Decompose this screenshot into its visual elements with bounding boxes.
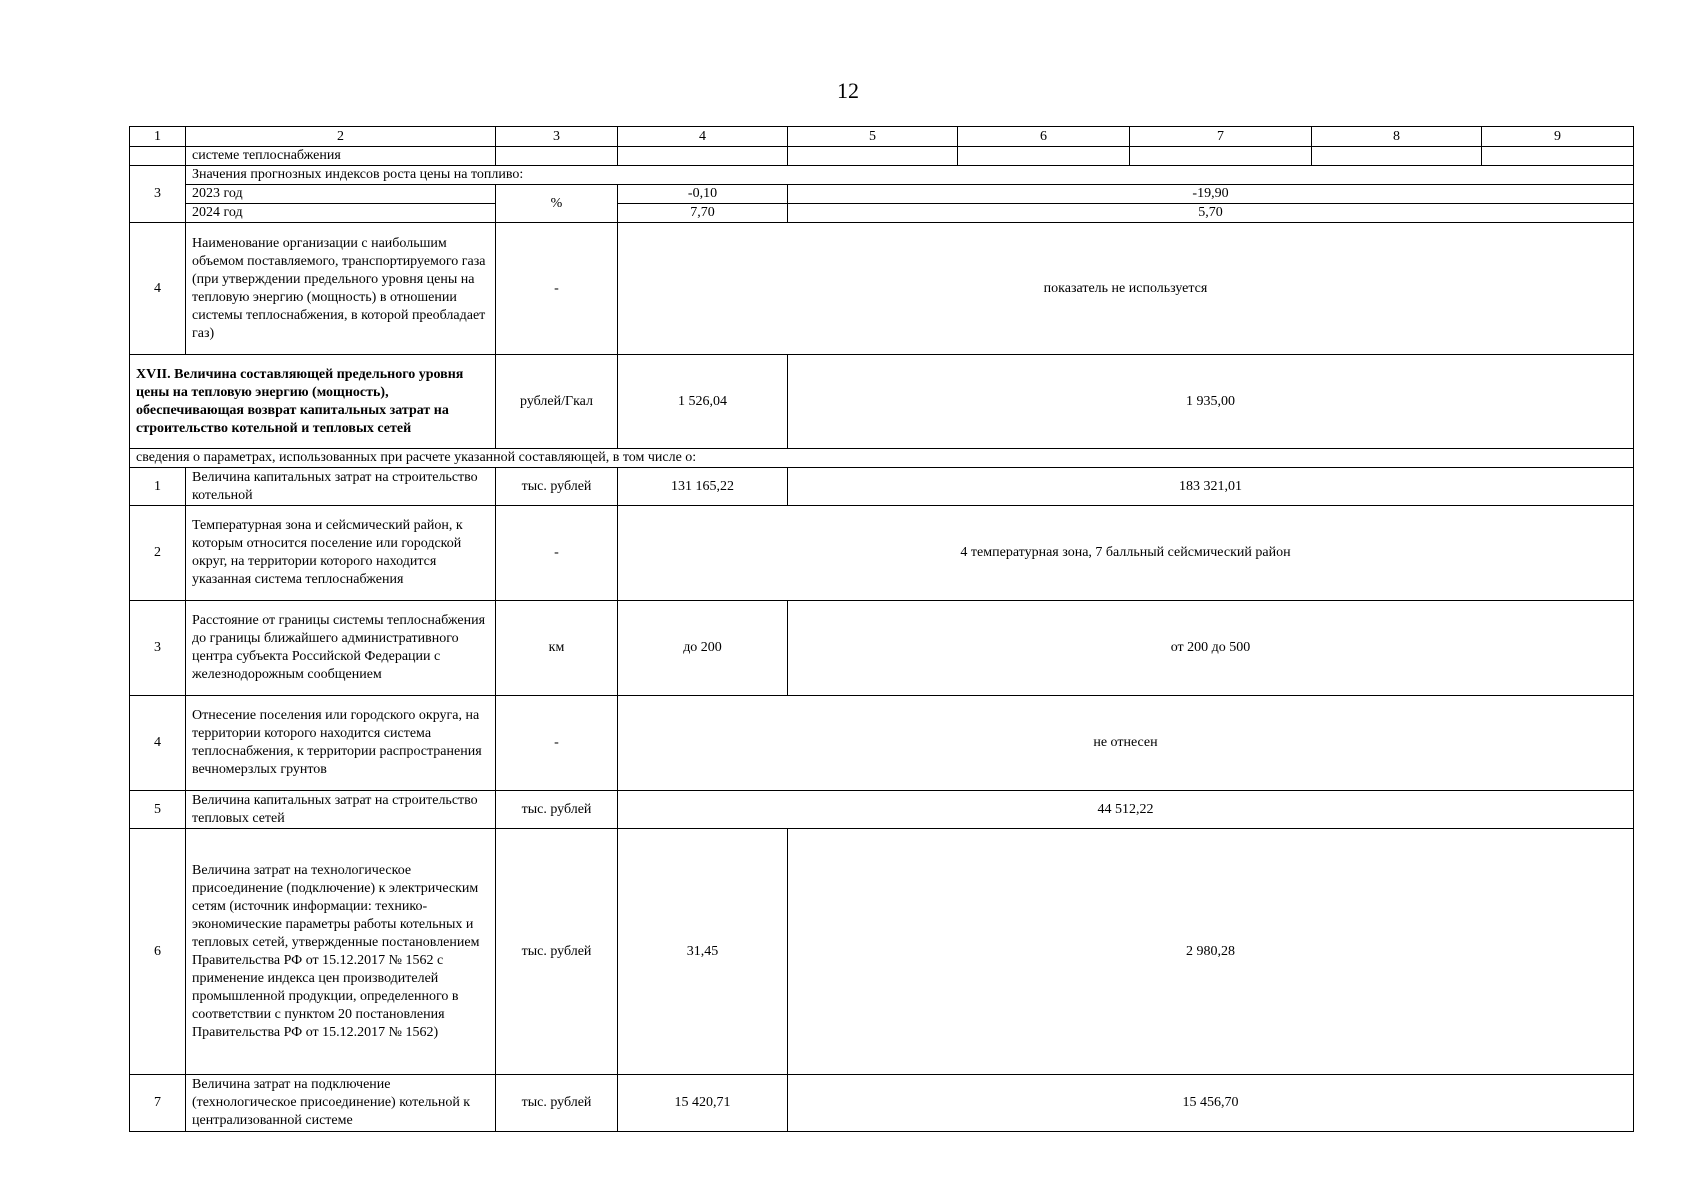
table-row xyxy=(130,601,1634,696)
label-cell: Величина капитальных затрат на строительство тепловых сетей xyxy=(186,791,496,829)
table-row xyxy=(130,185,1634,204)
value-cell: 5,70 xyxy=(788,204,1634,223)
value-cell: 4 температурная зона, 7 балльный сейсмический район xyxy=(618,506,1634,601)
table-row xyxy=(130,829,1634,1075)
value-cell: 44 512,22 xyxy=(618,791,1634,829)
num-cell: 7 xyxy=(130,1075,186,1132)
table-row xyxy=(130,449,1634,468)
value-cell: 31,45 xyxy=(618,829,788,1075)
value-cell: 1 526,04 xyxy=(618,355,788,449)
header-cell: 7 xyxy=(1130,127,1312,147)
label-cell: Величина затрат на подключение (технологическое присоединение) котельной к централизованной системе xyxy=(186,1075,496,1132)
label-cell: Величина затрат на технологическое присоединение (подключение) к электрическим сетям (источник информации: технико-экономические параметры работы котельных и тепловых сетей, утвержденные постановлением Правительства РФ от 15.12.2017 № 1562 с применение индекса цен производителей промышленной продукции, определенного в соответствии с пунктом 20 постановления Правительства РФ от 15.12.2017 № 1562) xyxy=(186,829,496,1075)
label-cell: Величина капитальных затрат на строительство котельной xyxy=(186,468,496,506)
header-cell: 4 xyxy=(618,127,788,147)
label-cell: системе теплоснабжения xyxy=(186,147,496,166)
tariff-table xyxy=(129,126,1634,1132)
label-cell: Температурная зона и сейсмический район, к которым относится поселение или городской округ, на территории которого находится указанная система теплоснабжения xyxy=(186,506,496,601)
header-cell: 3 xyxy=(496,127,618,147)
num-cell: 1 xyxy=(130,468,186,506)
section-title: XVII. Величина составляющей предельного уровня цены на тепловую энергию (мощность), обеспечивающая возврат капитальных затрат на строительство котельной и тепловых сетей xyxy=(130,355,496,449)
value-cell: 15 420,71 xyxy=(618,1075,788,1132)
table-row xyxy=(130,468,1634,506)
value-cell: 1 935,00 xyxy=(788,355,1634,449)
header-cell: 9 xyxy=(1482,127,1634,147)
label-cell: Значения прогнозных индексов роста цены на топливо: xyxy=(186,166,1634,185)
num-cell: 6 xyxy=(130,829,186,1075)
empty-cell xyxy=(1130,147,1312,166)
table-row xyxy=(130,223,1634,355)
header-cell: 5 xyxy=(788,127,958,147)
value-cell: -0,10 xyxy=(618,185,788,204)
table-row xyxy=(130,791,1634,829)
label-cell: Наименование организации с наибольшим объемом поставляемого, транспортируемого газа (при утверждении предельного уровня цены на тепловую энергию (мощность) в отношении системы теплоснабжения, в которой преобладает газ) xyxy=(186,223,496,355)
label-cell: 2024 год xyxy=(186,204,496,223)
table-row xyxy=(130,147,1634,166)
value-cell: 7,70 xyxy=(618,204,788,223)
unit-cell: тыс. рублей xyxy=(496,1075,618,1132)
header-cell: 1 xyxy=(130,127,186,147)
empty-cell xyxy=(788,147,958,166)
unit-cell: рублей/Гкал xyxy=(496,355,618,449)
num-cell: 5 xyxy=(130,791,186,829)
value-cell: показатель не используется xyxy=(618,223,1634,355)
num-cell: 3 xyxy=(130,601,186,696)
header-cell: 6 xyxy=(958,127,1130,147)
unit-cell: % xyxy=(496,185,618,223)
unit-cell: - xyxy=(496,506,618,601)
value-cell: 2 980,28 xyxy=(788,829,1634,1075)
unit-cell: - xyxy=(496,696,618,791)
unit-cell: тыс. рублей xyxy=(496,468,618,506)
table-row xyxy=(130,506,1634,601)
num-cell: 4 xyxy=(130,223,186,355)
num-cell: 2 xyxy=(130,506,186,601)
unit-cell: тыс. рублей xyxy=(496,791,618,829)
page-number: 12 xyxy=(837,78,859,103)
header-cell: 2 xyxy=(186,127,496,147)
num-cell: 3 xyxy=(130,166,186,223)
num-cell xyxy=(130,147,186,166)
value-cell: от 200 до 500 xyxy=(788,601,1634,696)
value-cell: не отнесен xyxy=(618,696,1634,791)
value-cell: -19,90 xyxy=(788,185,1634,204)
table-row xyxy=(130,204,1634,223)
empty-cell xyxy=(496,147,618,166)
label-cell: 2023 год xyxy=(186,185,496,204)
table-row xyxy=(130,1075,1634,1132)
label-cell: Расстояние от границы системы теплоснабжения до границы ближайшего административного центра субъекта Российской Федерации с железнодорожным сообщением xyxy=(186,601,496,696)
value-cell: 15 456,70 xyxy=(788,1075,1634,1132)
info-line: сведения о параметрах, использованных при расчете указанной составляющей, в том числе о: xyxy=(130,449,1634,468)
unit-cell: тыс. рублей xyxy=(496,829,618,1075)
unit-cell: км xyxy=(496,601,618,696)
value-cell: до 200 xyxy=(618,601,788,696)
table-row xyxy=(130,166,1634,185)
header-cell: 8 xyxy=(1312,127,1482,147)
table-row xyxy=(130,696,1634,791)
unit-cell: - xyxy=(496,223,618,355)
empty-cell xyxy=(1482,147,1634,166)
empty-cell xyxy=(1312,147,1482,166)
header-row xyxy=(130,127,1634,147)
empty-cell xyxy=(958,147,1130,166)
section-row xyxy=(130,355,1634,449)
value-cell: 183 321,01 xyxy=(788,468,1634,506)
label-cell: Отнесение поселения или городского округа, на территории которого находится система теплоснабжения, к территории распространения вечномерзлых грунтов xyxy=(186,696,496,791)
value-cell: 131 165,22 xyxy=(618,468,788,506)
empty-cell xyxy=(618,147,788,166)
num-cell: 4 xyxy=(130,696,186,791)
